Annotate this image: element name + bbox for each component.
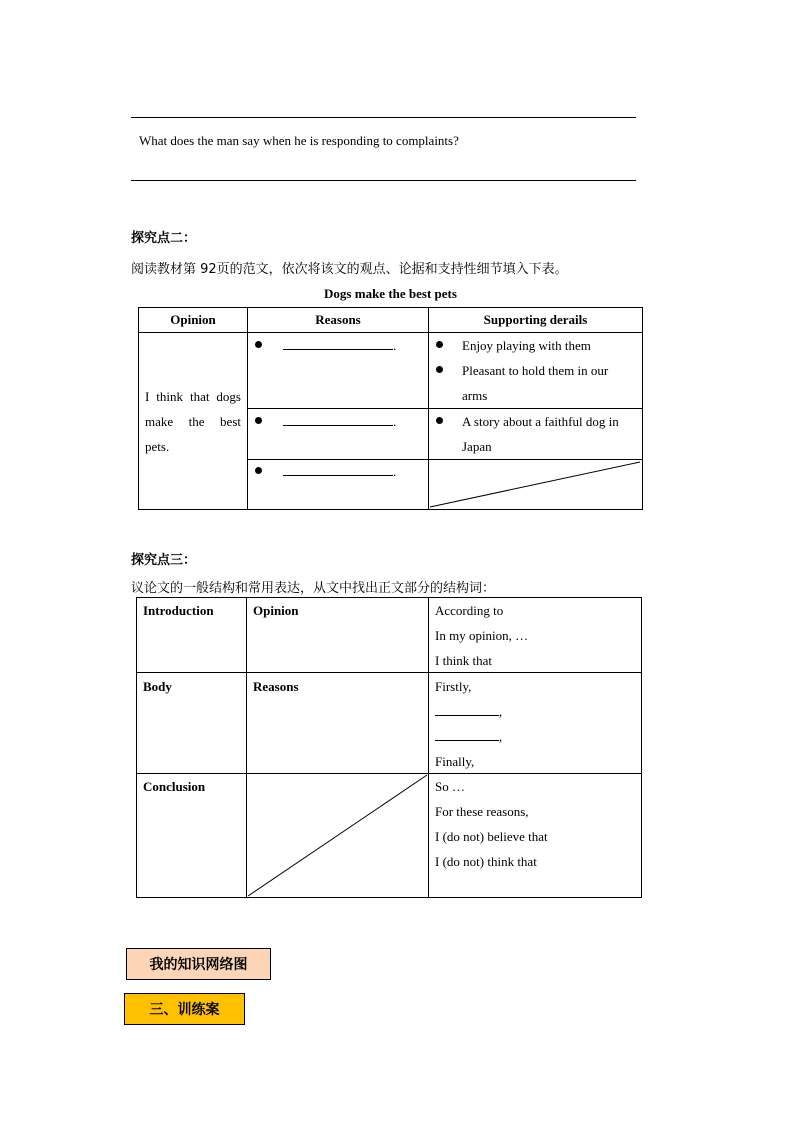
knowledge-map-box: 我的知识网络图 [126,948,271,980]
expr-concl-4: I (do not) think that [435,854,537,869]
section3-heading: 探究点三： [131,553,197,568]
expr-concl-2: For these reasons, [435,804,529,819]
part-introduction: Introduction [143,603,214,618]
detail-item-1: Enjoy playing with them [462,338,591,353]
part-body: Body [143,679,172,694]
reason-period-3: . [393,464,397,479]
expr-body-4: Finally, [435,754,475,769]
blank-line-thirdly[interactable] [435,730,499,741]
expr-body-comma-1: , [499,704,503,719]
expr-body-blank-1[interactable] [435,699,502,724]
expr-body-1: Firstly, [435,679,472,694]
section3-instruction: 议论文的一般结构和常用表达，从文中找出正文部分的结构词： [131,581,496,596]
table2-empty-cell-diagonal [248,775,427,896]
expr-concl-1: So … [435,779,465,794]
reason-period-1: . [393,338,397,353]
blank-line-secondly[interactable] [435,705,499,716]
expr-concl-3: I (do not) believe that [435,829,548,844]
element-reasons: Reasons [253,679,299,694]
part-conclusion: Conclusion [143,779,206,794]
expr-intro-2: In my opinion, … [435,628,529,643]
opinion-cell: I think that dogs make the best pets. [145,389,241,454]
table2-border [137,598,642,898]
header-reasons: Reasons [315,312,361,327]
element-opinion: Opinion [253,603,299,618]
expr-body-blank-2[interactable] [435,724,502,749]
header-opinion: Opinion [170,312,216,327]
reason-period-2: . [393,414,397,429]
expr-intro-3: I think that [435,653,493,668]
expr-intro-1: According to [435,603,504,618]
section2-instruction: 阅读教材第 92页的范文，依次将该文的观点、论据和支持性细节填入下表。 [131,262,568,277]
detail-item-3: A story about a faithful dog in Japan [462,414,619,454]
header-supporting-details: Supporting derails [483,312,588,327]
listening-question: What does the man say when he is responding to complaints? [139,133,459,148]
section2-heading: 探究点二： [131,231,197,246]
table1-caption: Dogs make the best pets [324,286,457,301]
expr-body-comma-2: , [499,729,503,744]
detail-item-2: Pleasant to hold them in our arms [462,363,609,403]
training-box: 三、训练案 [124,993,245,1025]
